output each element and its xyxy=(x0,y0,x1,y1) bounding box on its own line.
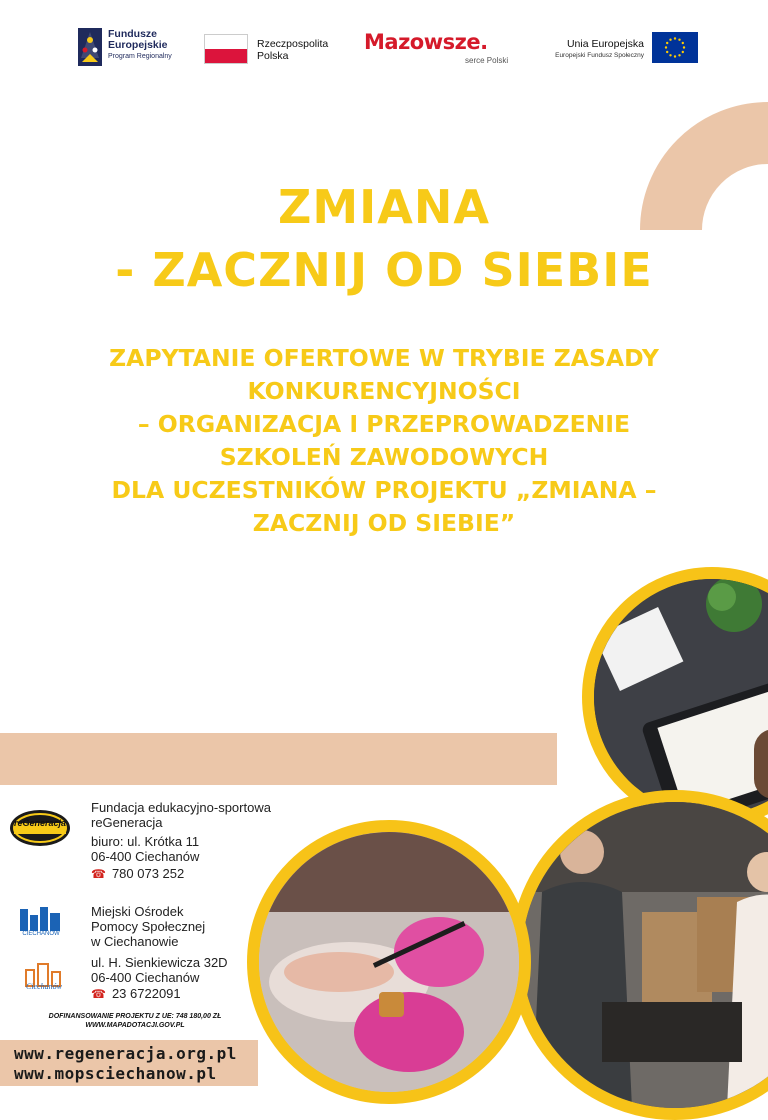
foundation-phone xyxy=(91,866,184,881)
mazowsze-subtitle: serce Polski xyxy=(465,56,509,65)
fe-line-1: Fundusze xyxy=(108,28,157,40)
office-notebook-photo xyxy=(582,567,768,827)
mops-name-line-1: Miejski Ośrodek xyxy=(91,904,184,919)
subtitle-line: SZKOLEŃ ZAWODOWYCH xyxy=(219,443,549,471)
foundation-phone-number: 780 073 252 xyxy=(111,866,185,881)
mops-name-line-2: Pomocy Społecznej xyxy=(91,919,206,934)
main-title-line-1: ZMIANA xyxy=(278,180,490,234)
foundation-name-line-2: reGeneracja xyxy=(91,815,163,830)
subtitle-line: KONKURENCYJNOŚCI xyxy=(247,377,521,405)
fe-line-2: Europejskie xyxy=(108,39,168,51)
funding-note xyxy=(20,1012,250,1030)
mops-website-link[interactable]: www.mopsciechanow.pl xyxy=(14,1064,217,1083)
rp-line-2: Polska xyxy=(257,50,289,62)
subtitle-line: – ORGANIZACJA I PRZEPROWADZENIE xyxy=(137,410,631,438)
foundation-address xyxy=(91,834,199,864)
fundusze-europejskie-text xyxy=(108,29,172,62)
rp-line-1: Rzeczpospolita xyxy=(257,38,329,50)
foundation-address-line-1: biuro: ul. Krótka 11 xyxy=(91,834,200,849)
subtitle-line: ZACZNIJ OD SIEBIE” xyxy=(252,509,516,537)
funding-amount: DOFINANSOWANIE PROJEKTU Z UE: 748 180,00 ZŁ xyxy=(48,1013,222,1020)
mops-logo-text: CIECHANÓW xyxy=(22,931,60,937)
funding-url[interactable]: WWW.MAPADOTACJI.GOV.PL xyxy=(85,1022,185,1029)
decorative-band xyxy=(0,733,557,785)
mops-name xyxy=(91,904,205,949)
foundation-name xyxy=(91,800,271,830)
main-title-line-2: - ZACZNIJ OD SIEBIE xyxy=(115,243,653,297)
polish-flag-icon xyxy=(204,34,248,64)
subtitle-line: DLA UCZESTNIKÓW PROJEKTU „ZMIANA – xyxy=(111,476,657,504)
subtitle xyxy=(60,342,708,540)
mops-phone xyxy=(91,986,181,1001)
mops-address xyxy=(91,955,228,985)
foundation-address-line-2: 06-400 Ciechanów xyxy=(91,849,200,864)
unia-europejska-text: Unia Europejska xyxy=(566,38,644,50)
mops-phone-number: 23 6722091 xyxy=(111,986,181,1001)
phone-icon: ☎ xyxy=(91,867,106,881)
foundation-name-line-1: Fundacja edukacyjno-sportowa xyxy=(91,800,271,815)
mazowsze-logo: Mazowsze. xyxy=(364,30,488,54)
fe-line-3: Program Regionalny xyxy=(108,53,172,60)
rzeczpospolita-text xyxy=(257,38,328,62)
regeneracja-logo-text: reGeneracja xyxy=(13,818,67,828)
manicure-photo xyxy=(247,820,531,1104)
shop-customer-photo xyxy=(510,790,768,1120)
efs-text: Europejski Fundusz Społeczny xyxy=(555,52,644,59)
regeneracja-logo-icon xyxy=(8,808,72,848)
phone-icon: ☎ xyxy=(91,987,106,1001)
mops-address-line-1: ul. H. Sienkiewicza 32D xyxy=(91,955,228,970)
eu-flag-icon xyxy=(652,32,698,63)
mops-name-line-3: w Ciechanowie xyxy=(91,934,179,949)
fundusze-europejskie-logo-icon xyxy=(78,28,102,66)
mops-address-line-2: 06-400 Ciechanów xyxy=(91,970,200,985)
ciechanow-logo-text: Ciechanów xyxy=(26,982,62,991)
subtitle-line: ZAPYTANIE OFERTOWE W TRYBIE ZASADY xyxy=(109,344,659,372)
regeneracja-website-link[interactable]: www.regeneracja.org.pl xyxy=(14,1044,237,1063)
